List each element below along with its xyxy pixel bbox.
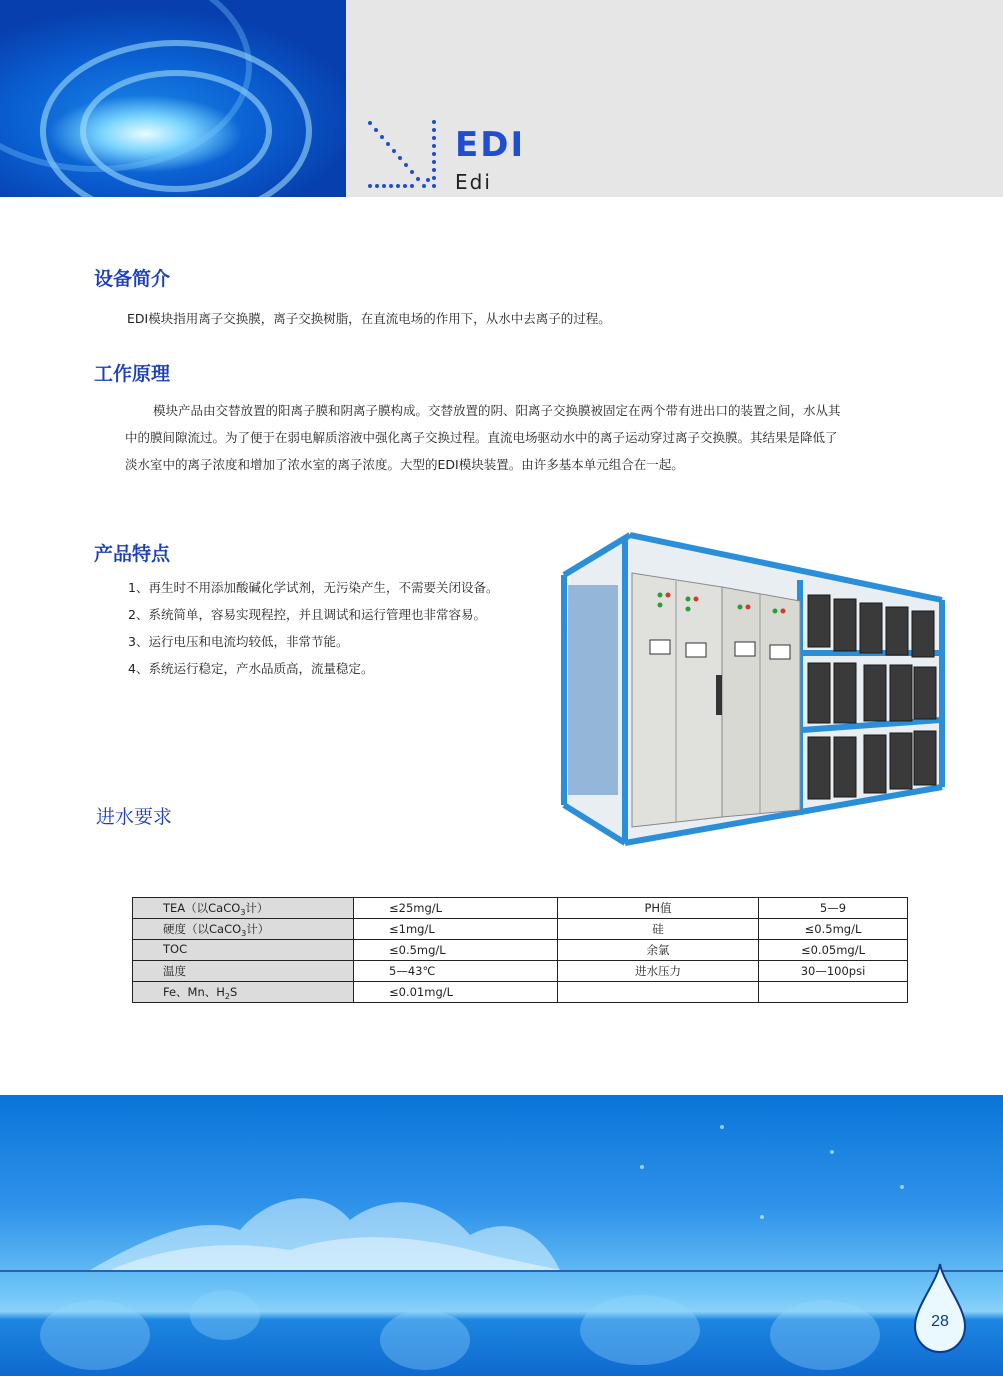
feature-item: 1、再生时不用添加酸碱化学试剂，无污染产生，不需要关闭设备。 — [128, 580, 499, 595]
principle-heading: 工作原理 — [94, 363, 171, 385]
feature-item: 3、运行电压和电流均较低，非常节能。 — [128, 634, 349, 649]
page-title: EDI — [455, 125, 526, 165]
water-splash-graphic — [90, 1175, 560, 1275]
water-bubble — [380, 1310, 470, 1370]
water-ripple-image — [0, 0, 346, 197]
param-value: ≤0.5mg/L — [354, 940, 558, 961]
water-bubble — [40, 1300, 150, 1370]
table-row — [133, 919, 908, 940]
param-name: Fe、Mn、$H_2S$ — [133, 982, 354, 1003]
page-subtitle: Edi — [455, 170, 492, 194]
param-value: 5—9 — [759, 898, 908, 919]
param-value: 5—43℃ — [354, 961, 558, 982]
param-name: 余氯 — [558, 940, 759, 961]
requirements-heading: 进水要求 — [96, 806, 173, 828]
edi-equipment-image — [550, 525, 950, 850]
param-name: TEA（以CaCO$_3$计） — [133, 898, 354, 919]
principle-line-1: 模块产品由交替放置的阳离子膜和阴离子膜构成。交替放置的阴、阳离子交换膜被固定在两个带有进出口的装置之间，水从其 — [153, 403, 841, 418]
water-droplet — [720, 1125, 724, 1129]
feature-item: 2、系统简单，容易实现程控，并且调试和运行管理也非常容易。 — [128, 607, 486, 622]
water-droplet — [640, 1165, 644, 1169]
requirements-table — [132, 897, 908, 1003]
param-value — [759, 982, 908, 1003]
param-value: ≤25mg/L — [354, 898, 558, 919]
param-value: 30—100psi — [759, 961, 908, 982]
param-name: TOC — [133, 940, 354, 961]
table-row — [133, 898, 908, 919]
water-bubble — [190, 1290, 260, 1340]
water-drop-icon — [913, 1262, 967, 1354]
param-value: ≤0.01mg/L — [354, 982, 558, 1003]
water-bubble — [580, 1295, 700, 1365]
param-value: ≤0.5mg/L — [759, 919, 908, 940]
param-value: ≤0.05mg/L — [759, 940, 908, 961]
feature-item: 4、系统运行稳定，产水品质高，流量稳定。 — [128, 661, 374, 676]
table-row — [133, 940, 908, 961]
param-name: PH值 — [558, 898, 759, 919]
edi-logo-icon — [368, 120, 440, 192]
features-heading: 产品特点 — [94, 543, 171, 565]
water-droplet — [900, 1185, 904, 1189]
param-name: 进水压力 — [558, 961, 759, 982]
water-bubble — [770, 1300, 880, 1370]
table-row — [133, 982, 908, 1003]
water-droplet — [830, 1150, 834, 1154]
principle-line-3: 淡水室中的离子浓度和增加了浓水室的离子浓度。大型的EDI模块装置。由许多基本单元组合在一起。 — [125, 457, 684, 472]
param-name — [558, 982, 759, 1003]
water-droplet — [760, 1215, 764, 1219]
param-name: 温度 — [133, 961, 354, 982]
water-surface-line — [0, 1270, 1003, 1272]
table-row — [133, 961, 908, 982]
features-list — [128, 574, 498, 682]
param-name: 硬度（以CaCO$_3$计） — [133, 919, 354, 940]
intro-heading: 设备简介 — [94, 268, 171, 290]
water-splash-footer — [0, 1095, 1003, 1376]
param-value: ≤1mg/L — [354, 919, 558, 940]
page-number: 28 — [931, 1313, 949, 1330]
intro-text: EDI模块指用离子交换膜，离子交换树脂，在直流电场的作用下，从水中去离子的过程。 — [127, 311, 611, 326]
principle-line-2: 中的膜间隙流过。为了便于在弱电解质溶液中强化离子交换过程。直流电场驱动水中的离子运动穿过离子交换膜。其结果是降低了 — [125, 430, 838, 445]
param-name: 硅 — [558, 919, 759, 940]
